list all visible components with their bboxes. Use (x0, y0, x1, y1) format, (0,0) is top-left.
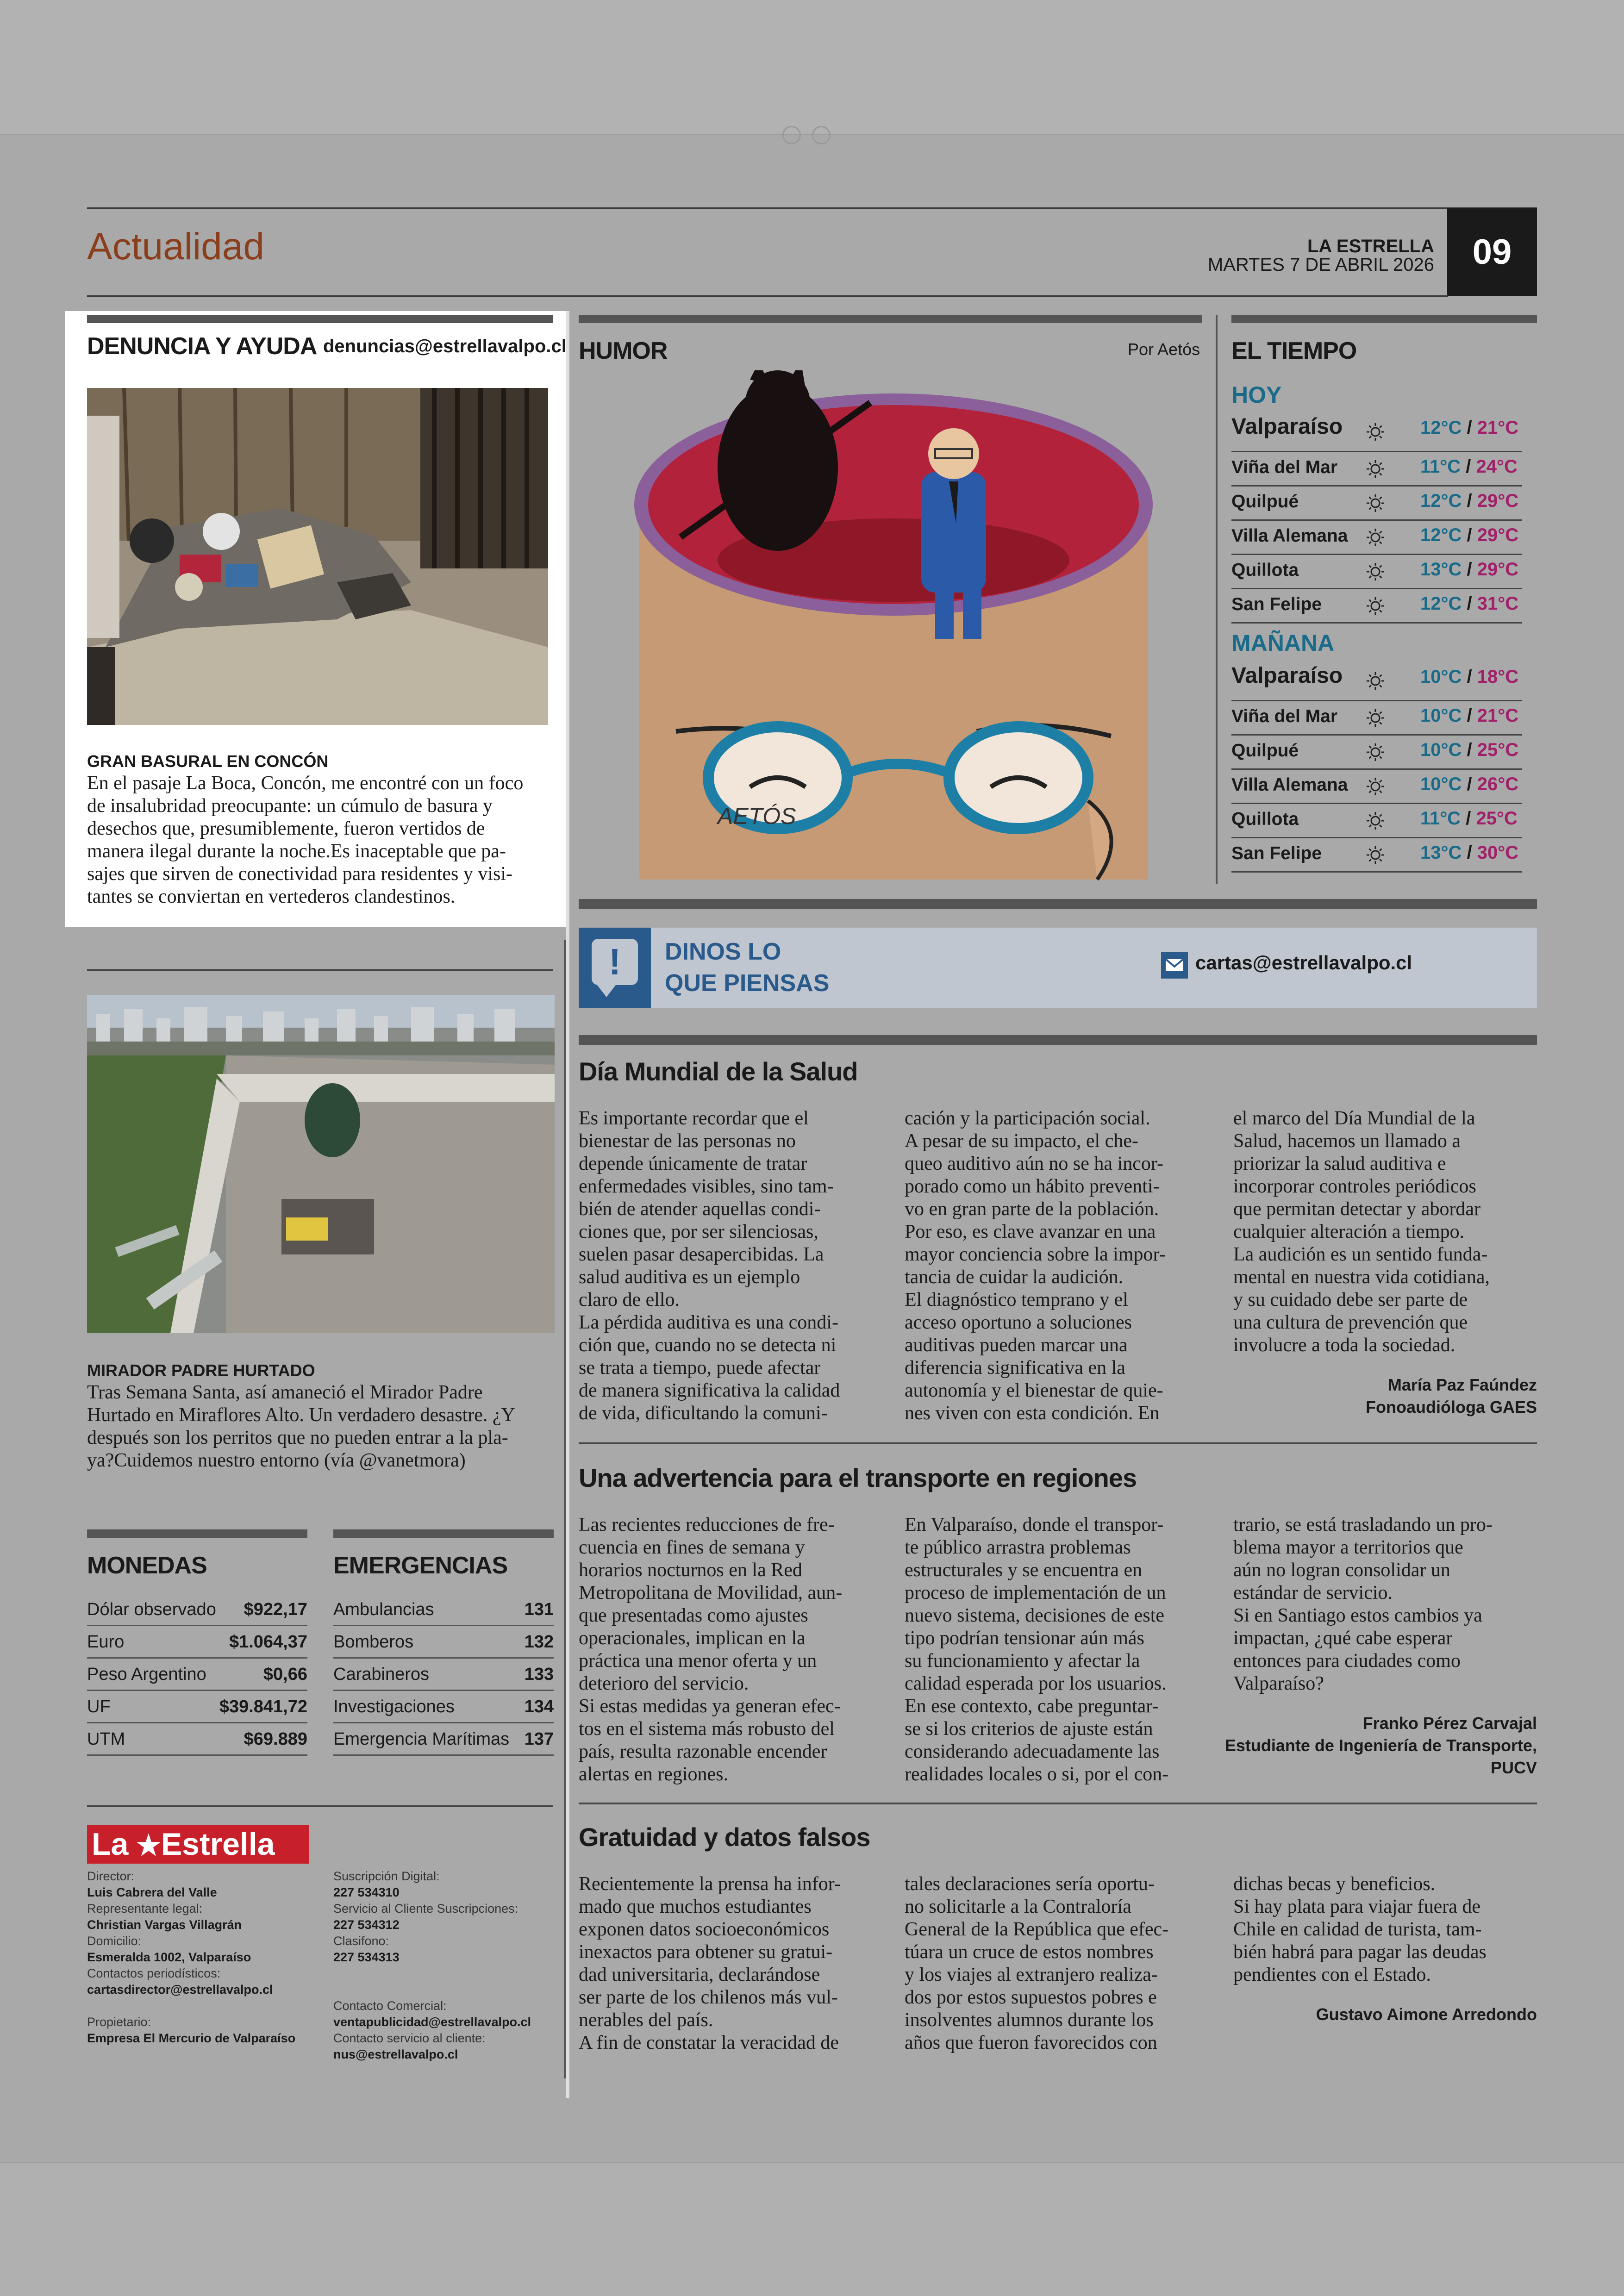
text-line: ser parte de los chilenos más vul- (579, 1987, 838, 2008)
weather-divider (1216, 315, 1218, 884)
mirador-rule (87, 969, 553, 971)
page-number: 09 (1447, 208, 1537, 296)
letter-author: María Paz Faúndez (1387, 1375, 1537, 1394)
text-line: te público arrastra problemas (905, 1537, 1131, 1558)
text-line: mayor conciencia sobre la impor- (905, 1244, 1166, 1265)
text-line: sajes que sirven de conectividad para residentes y visi- (87, 863, 513, 885)
weather-row (1231, 768, 1522, 804)
masthead-value: Empresa El Mercurio de Valparaíso (87, 2031, 296, 2045)
weather-temp: 13°C / 29°C (1420, 559, 1519, 580)
text-line: El diagnóstico temprano y el (905, 1289, 1128, 1310)
text-line: Salud, hacemos un llamado a (1233, 1130, 1461, 1152)
text-line: insolventes alumnos durante los (905, 2009, 1154, 2031)
column-divider-left (566, 311, 569, 2098)
weather-city: Villa Alemana (1231, 526, 1348, 546)
masthead-label: Representante legal: (87, 1902, 203, 1915)
emergencias-row: Investigaciones 134 (333, 1690, 554, 1723)
text-line: involucre a toda la sociedad. (1233, 1335, 1455, 1356)
sun-icon (1365, 707, 1386, 729)
text-line: exponen datos socioeconómicos (579, 1919, 830, 1940)
weather-temp: 13°C / 30°C (1420, 842, 1519, 863)
masthead-value[interactable]: ventapublicidad@estrellavalpo.cl (333, 2015, 531, 2029)
text-line: bién habrá para pagar las deudas (1233, 1941, 1487, 1963)
text-line: impactan, ¿qué cabe esperar (1233, 1628, 1453, 1649)
text-line: proceso de implementación de un (905, 1582, 1166, 1603)
text-line: práctica una menor oferta y un (579, 1650, 817, 1672)
text-line: considerando adecuadamente las (905, 1741, 1160, 1762)
text-line: salud auditiva es un ejemplo (579, 1267, 800, 1288)
text-line: Por eso, es clave avanzar en una (905, 1221, 1156, 1242)
text-line: mado que muchos estudiantes (579, 1896, 812, 1917)
denuncia-email[interactable]: denuncias@estrellavalpo.cl (323, 336, 567, 356)
estrella-logo: La ★Estrella (87, 1825, 309, 1864)
paper-name: LA ESTRELLA (1307, 236, 1434, 256)
text-line: Valparaíso? (1233, 1673, 1324, 1694)
text-line: La pérdida auditiva es una condi- (579, 1312, 838, 1333)
text-line: vo en gran parte de la población. (905, 1198, 1159, 1220)
letter-column (579, 1107, 882, 1425)
text-line: nes viven con esta condición. En (905, 1403, 1160, 1424)
denuncia-body (87, 772, 545, 908)
emergencias-row: Emergencia Marítimas 137 (333, 1722, 554, 1756)
letter-divider (579, 1803, 1537, 1804)
text-line: tantes se conviertan en vertederos clandestinos. (87, 886, 456, 907)
text-line: incorporar controles periódicos (1233, 1176, 1476, 1197)
weather-temp: 12°C / 21°C (1420, 418, 1519, 438)
text-line: estándar de servicio. (1233, 1582, 1393, 1603)
weather-city: Viña del Mar (1231, 457, 1338, 477)
text-line: mental en nuestra vida cotidiana, (1233, 1267, 1490, 1288)
text-line: queo auditivo aún no se ha incor- (905, 1153, 1164, 1174)
letter-title: Día Mundial de la Salud (579, 1057, 858, 1086)
text-line: cualquier alteración a tiempo. (1233, 1221, 1465, 1242)
monedas-row: Peso Argentino $0,66 (87, 1657, 307, 1691)
sun-icon (1365, 742, 1386, 763)
emergencias-row: Bomberos 132 (333, 1625, 554, 1659)
weather-city: Viña del Mar (1231, 706, 1338, 726)
dinos-top-bar (579, 899, 1537, 909)
weather-temp: 12°C / 31°C (1420, 593, 1519, 614)
text-line: auditivas pueden marcar una (905, 1335, 1128, 1356)
cartoon-signature: AETÓS (718, 803, 796, 829)
header-bottom-rule (87, 295, 1448, 297)
mirador-headline: MIRADOR PADRE HURTADO (87, 1361, 315, 1380)
text-line: tales declaraciones sería oportu- (905, 1873, 1155, 1895)
text-line: suelen pasar desapercibidas. La (579, 1244, 824, 1265)
masthead-value: Christian Vargas Villagrán (87, 1918, 242, 1932)
text-line: se si los criterios de ajuste están (905, 1718, 1153, 1740)
text-line: Si estas medidas ya generan efec- (579, 1696, 841, 1717)
text-line: entonces para ciudades como (1233, 1650, 1461, 1672)
text-line: no solicitarle a la Contraloría (905, 1896, 1131, 1917)
masthead-label: Contactos periodísticos: (87, 1966, 221, 1980)
weather-tomorrow-label: MAÑANA (1231, 630, 1335, 656)
emergencias-title: EMERGENCIAS (333, 1552, 508, 1579)
letter-column (905, 1873, 1208, 2054)
text-line: el marco del Día Mundial de la (1233, 1108, 1475, 1129)
text-line: de manera significativa la calidad (579, 1380, 840, 1401)
weather-today-label: HOY (1231, 382, 1282, 408)
sun-icon (1365, 670, 1386, 692)
text-line: Si en Santiago estos cambios ya (1233, 1605, 1482, 1626)
sun-icon (1365, 810, 1386, 831)
letter-title: Gratuidad y datos falsos (579, 1822, 870, 1852)
weather-city: Valparaíso (1231, 663, 1343, 688)
masthead-label: Servicio al Cliente Suscripciones: (333, 1902, 518, 1915)
sun-icon (1365, 561, 1386, 582)
text-line: dos por estos supuestos pobres e (905, 1987, 1157, 2008)
text-line: desechos que, presumiblemente, fueron vertidos de (87, 818, 485, 839)
text-line: manera ilegal durante la noche.Es inaceptable que pa- (87, 841, 506, 862)
mirador-body (87, 1381, 555, 1472)
sun-icon (1365, 421, 1386, 443)
text-line: pendientes con el Estado. (1233, 1964, 1431, 1985)
text-line: En Valparaíso, donde el transpor- (905, 1514, 1164, 1535)
weather-city: San Felipe (1231, 843, 1322, 863)
letter-column (579, 1873, 882, 2054)
text-line: y su cuidado debe ser parte de (1233, 1289, 1468, 1310)
masthead-value: Esmeralda 1002, Valparaíso (87, 1950, 251, 1964)
text-line: A pesar de su impacto, el che- (905, 1130, 1138, 1152)
weather-row (1231, 410, 1522, 452)
sun-icon (1365, 776, 1386, 797)
issue-date: MARTES 7 DE ABRIL 2026 (1207, 255, 1434, 275)
viewer-top-bar (0, 0, 1624, 135)
text-line: Las recientes reducciones de fre- (579, 1514, 835, 1535)
masthead-label: Contacto Comercial: (333, 1999, 447, 2013)
text-line: Tras Semana Santa, así amaneció el Mirador Padre (87, 1382, 483, 1403)
text-line: claro de ello. (579, 1289, 680, 1310)
text-line: tipo podrían tensionar aún más (905, 1628, 1144, 1649)
text-line: que presentadas como ajustes (579, 1605, 808, 1626)
text-line: calidad esperada por los usuarios. (905, 1673, 1167, 1694)
letter-column (905, 1107, 1208, 1425)
masthead-value[interactable]: nus@estrellavalpo.cl (333, 2047, 458, 2061)
humor-cartoon (611, 370, 1176, 884)
weather-title: EL TIEMPO (1231, 337, 1357, 364)
section-title: Actualidad (87, 225, 264, 268)
letter-column (905, 1514, 1208, 1786)
text-line: ya?Cuidemos nuestro entorno (vía @vanetmora) (87, 1450, 466, 1471)
sun-icon (1365, 493, 1386, 514)
text-line: Recientemente la prensa ha infor- (579, 1873, 841, 1895)
text-line: ciones que, por ser silenciosas, (579, 1221, 818, 1242)
weather-city: Quilpué (1231, 741, 1299, 761)
denuncia-top-bar (87, 315, 553, 323)
text-line: cuencia en fines de semana y (579, 1537, 805, 1558)
weather-row (1231, 519, 1522, 555)
weather-row (1231, 803, 1522, 838)
text-line: inexactos para obtener su gratui- (579, 1941, 833, 1963)
denuncia-title: DENUNCIA Y AYUDA (87, 333, 317, 360)
text-line: trario, se está trasladando un pro- (1233, 1514, 1493, 1535)
main-column-rule (564, 940, 566, 2078)
letter-author-role: PUCV (1490, 1758, 1537, 1777)
text-line: General de la República que efec- (905, 1919, 1169, 1940)
text-line: operacionales, implican en la (579, 1628, 806, 1649)
text-line: porado como un hábito preventi- (905, 1176, 1160, 1197)
text-line: estructurales y se encuentra en (905, 1560, 1143, 1581)
masthead-left (87, 1868, 319, 2046)
header-top-rule (87, 207, 1537, 209)
text-line: túara un cruce de estos nombres (905, 1941, 1154, 1963)
weather-temp: 11°C / 25°C (1420, 808, 1518, 829)
sun-icon (1365, 595, 1386, 617)
weather-city: Quillota (1231, 560, 1299, 580)
text-line: bién de atender aquellas condi- (579, 1198, 821, 1220)
monedas-row: Dólar observado $922,17 (87, 1592, 307, 1626)
weather-row (1231, 837, 1522, 873)
monedas-title: MONEDAS (87, 1552, 207, 1579)
masthead-value: 227 534313 (333, 1950, 400, 1964)
weather-temp: 12°C / 29°C (1420, 525, 1519, 545)
letter-column (1233, 1514, 1537, 1695)
masthead-value: 227 534312 (333, 1918, 400, 1932)
mirador-photo (87, 995, 555, 1333)
basural-photo (87, 388, 548, 725)
weather-row (1231, 700, 1522, 736)
weather-bar (1231, 315, 1537, 323)
text-line: horarios nocturnos en la Red (579, 1560, 802, 1581)
masthead-label: Suscripción Digital: (333, 1869, 440, 1883)
text-line: años que fueron favorecidos con (905, 2032, 1157, 2053)
star-icon: ★ (128, 1830, 161, 1861)
text-line: cación y la participación social. (905, 1108, 1150, 1129)
humor-bar (579, 315, 1202, 323)
text-line: Si hay plata para viajar fuera de (1233, 1896, 1481, 1917)
text-line: alertas en regiones. (579, 1764, 729, 1785)
text-line: tancia de cuidar la audición. (905, 1267, 1124, 1288)
comment-icon: ! (579, 928, 651, 1008)
text-line: aún no logran consolidar un (1233, 1560, 1450, 1581)
text-line: La audición es un sentido funda- (1233, 1244, 1488, 1265)
text-line: Es importante recordar que el (579, 1108, 809, 1129)
weather-temp: 10°C / 18°C (1420, 667, 1519, 687)
dinos-email[interactable]: cartas@estrellavalpo.cl (1195, 952, 1412, 973)
humor-author: Por Aetós (1128, 340, 1200, 359)
monedas-row: Euro $1.064,37 (87, 1625, 307, 1659)
sun-icon (1365, 527, 1386, 548)
text-line: autonomía y el bienestar de quie- (905, 1380, 1163, 1401)
masthead-value: 227 534310 (333, 1885, 400, 1899)
weather-city: Quilpué (1231, 492, 1299, 512)
text-line: tos en el sistema más robusto del (579, 1718, 835, 1740)
emergencias-row: Carabineros 133 (333, 1657, 554, 1691)
monedas-row: UTM $69.889 (87, 1722, 307, 1756)
text-line: nuevo sistema, decisiones de este (905, 1605, 1165, 1626)
weather-row (1231, 451, 1522, 487)
weather-temp: 10°C / 25°C (1420, 740, 1519, 760)
mail-icon (1161, 952, 1188, 979)
denuncia-headline: GRAN BASURAL EN CONCÓN (87, 752, 329, 771)
text-line: después son los perritos que no pueden entrar a la pla- (87, 1427, 508, 1448)
letter-column (1233, 1107, 1537, 1357)
text-line: dad universitaria, declarándose (579, 1964, 820, 1985)
masthead-label: Domicilio: (87, 1934, 142, 1948)
emergencias-bar (333, 1529, 554, 1538)
text-line: que permitan detectar y abordar (1233, 1198, 1481, 1220)
weather-row (1231, 485, 1522, 521)
masthead-rule (87, 1805, 553, 1807)
masthead-label: Clasifono: (333, 1934, 389, 1948)
letter-column (1233, 1873, 1537, 1986)
text-line: dichas becas y beneficios. (1233, 1873, 1436, 1895)
letters-top-bar (579, 1035, 1537, 1045)
letter-author: Franko Pérez Carvajal (1362, 1714, 1537, 1733)
text-line: acceso oportuno a soluciones (905, 1312, 1132, 1333)
weather-temp: 10°C / 21°C (1420, 705, 1519, 726)
text-line: bienestar de las personas no (579, 1130, 796, 1152)
weather-city: San Felipe (1231, 594, 1322, 614)
text-line: su funcionamiento y afectar la (905, 1650, 1140, 1672)
letter-title: Una advertencia para el transporte en regiones (579, 1463, 1137, 1492)
text-line: se trata a tiempo, puede afectar (579, 1357, 821, 1379)
monedas-row: UF $39.841,72 (87, 1690, 307, 1723)
text-line: En ese contexto, cabe preguntar- (905, 1696, 1159, 1717)
text-line: ción que, cuando no se detecta ni (579, 1335, 837, 1356)
text-line: enfermedades visibles, sino tam- (579, 1176, 834, 1197)
letter-author-role: Fonoaudióloga GAES (1366, 1398, 1537, 1416)
letter-author-role: Estudiante de Ingeniería de Transporte, (1224, 1736, 1537, 1755)
masthead-label: Contacto servicio al cliente: (333, 2031, 486, 2045)
letter-column (579, 1514, 882, 1786)
weather-city: Quillota (1231, 809, 1299, 829)
text-line: Chile en calidad de turista, tam- (1233, 1919, 1482, 1940)
masthead-value[interactable]: cartasdirector@estrellavalpo.cl (87, 1983, 273, 1997)
text-line: En el pasaje La Boca, Concón, me encontré con un foco (87, 773, 524, 794)
text-line: blema mayor a territorios que (1233, 1537, 1463, 1558)
emergencias-row: Ambulancias 131 (333, 1592, 554, 1626)
text-line: realidades locales o si, por el con- (905, 1764, 1169, 1785)
weather-city: Villa Alemana (1231, 775, 1348, 795)
text-line: país, resulta razonable encender (579, 1741, 827, 1762)
text-line: de insalubridad preocupante: un cúmulo de basura y (87, 795, 493, 817)
masthead-label: Propietario: (87, 2015, 151, 2029)
text-line: deterioro del servicio. (579, 1673, 749, 1694)
weather-row (1231, 734, 1522, 770)
masthead-right (333, 1868, 556, 2063)
text-line: y los viajes al extranjero realiza- (905, 1964, 1158, 1985)
weather-city: Valparaíso (1231, 414, 1343, 439)
sun-icon (1365, 458, 1386, 480)
weather-row (1231, 659, 1522, 701)
text-line: depende únicamente de tratar (579, 1153, 807, 1174)
masthead-label: Director: (87, 1869, 135, 1883)
weather-row (1231, 588, 1522, 624)
text-line: de vida, dificultando la comuni- (579, 1403, 828, 1424)
weather-temp: 11°C / 24°C (1420, 456, 1518, 477)
letter-divider (579, 1442, 1537, 1444)
viewer-bottom-area (0, 2162, 1624, 2296)
monedas-bar (87, 1529, 307, 1538)
humor-title: HUMOR (579, 337, 668, 364)
weather-temp: 12°C / 29°C (1420, 491, 1519, 511)
text-line: A fin de constatar la veracidad de (579, 2032, 839, 2053)
text-line: diferencia significativa en la (905, 1357, 1125, 1379)
masthead-value: Luis Cabrera del Valle (87, 1885, 217, 1899)
text-line: una cultura de prevención que (1233, 1312, 1468, 1333)
text-line: nerables del país. (579, 2009, 713, 2031)
page-indicator-dots (782, 126, 831, 147)
text-line: Hurtado en Miraflores Alto. Un verdadero desastre. ¿Y (87, 1404, 515, 1426)
weather-temp: 10°C / 26°C (1420, 774, 1519, 794)
weather-row (1231, 554, 1522, 589)
letter-author: Gustavo Aimone Arredondo (1316, 2005, 1537, 2024)
text-line: Metropolitana de Movilidad, aun- (579, 1582, 843, 1603)
dinos-title: DINOS LO QUE PIENSAS (665, 938, 830, 997)
sun-icon (1365, 844, 1386, 866)
text-line: priorizar la salud auditiva e (1233, 1153, 1446, 1174)
